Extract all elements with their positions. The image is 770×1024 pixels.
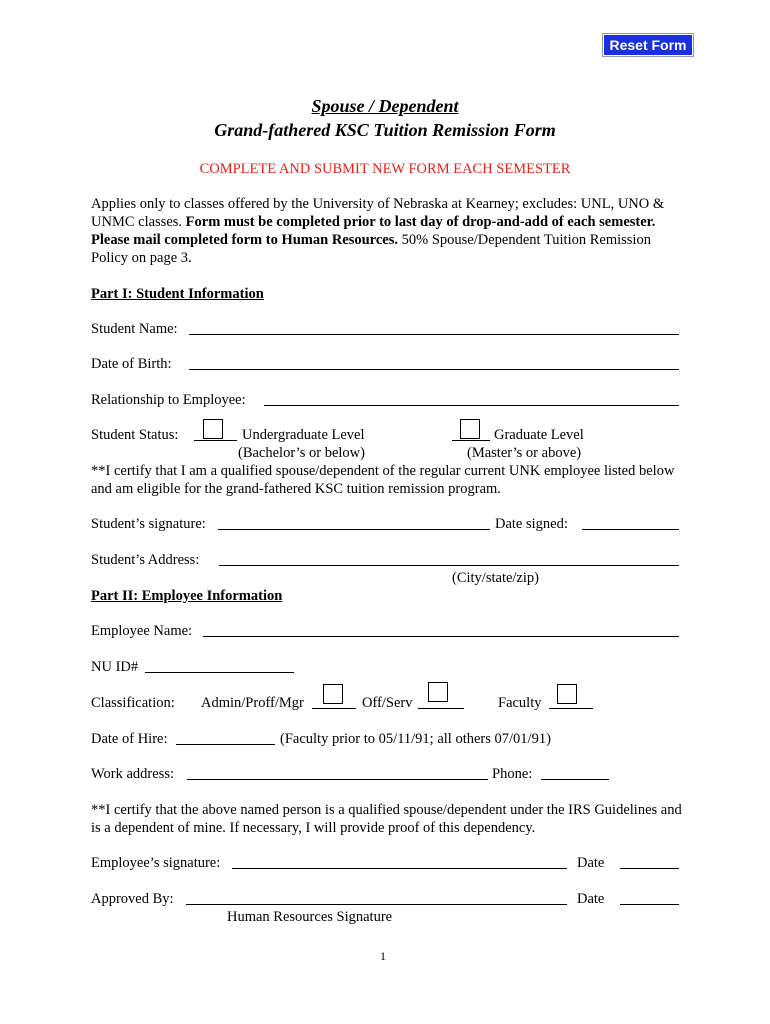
student-signature-field[interactable] bbox=[218, 529, 490, 530]
grad-underline bbox=[452, 440, 490, 441]
admin-underline bbox=[312, 708, 356, 709]
approved-date-label: Date bbox=[577, 891, 605, 907]
hire-date-field[interactable] bbox=[176, 744, 275, 745]
student-address-field[interactable] bbox=[219, 565, 679, 566]
phone-label: Phone: bbox=[492, 766, 533, 782]
employee-signature-field[interactable] bbox=[232, 868, 567, 869]
approved-by-field[interactable] bbox=[186, 904, 567, 905]
dob-field[interactable] bbox=[189, 369, 679, 370]
student-name-field[interactable] bbox=[189, 334, 679, 335]
address-sub: (City/state/zip) bbox=[452, 570, 539, 586]
intro-text-bold: Form must be completed prior to last day of drop-and-add of each semester. Please mail completed form to Human Resources. bbox=[91, 214, 656, 248]
date-signed-field[interactable] bbox=[582, 529, 679, 530]
undergrad-label: Undergraduate Level bbox=[242, 427, 365, 443]
classification-label: Classification: bbox=[91, 695, 175, 711]
relationship-label: Relationship to Employee: bbox=[91, 392, 246, 408]
nuid-label: NU ID# bbox=[91, 659, 139, 675]
approved-date-field[interactable] bbox=[620, 904, 679, 905]
faculty-checkbox[interactable] bbox=[557, 684, 577, 704]
nuid-field[interactable] bbox=[145, 672, 294, 673]
grad-label: Graduate Level bbox=[494, 427, 584, 443]
relationship-field[interactable] bbox=[264, 405, 679, 406]
part1-heading: Part I: Student Information bbox=[91, 286, 264, 302]
employee-date-label: Date bbox=[577, 855, 605, 871]
approved-by-label: Approved By: bbox=[91, 891, 174, 907]
offserv-underline bbox=[418, 708, 464, 709]
page-number: 1 bbox=[380, 949, 386, 963]
dob-label: Date of Birth: bbox=[91, 356, 172, 372]
employee-date-field[interactable] bbox=[620, 868, 679, 869]
student-signature-label: Student’s signature: bbox=[91, 516, 206, 532]
offserv-label: Off/Serv bbox=[362, 695, 413, 711]
undergrad-underline bbox=[194, 440, 237, 441]
admin-label: Admin/Proff/Mgr bbox=[201, 695, 304, 711]
date-signed-label: Date signed: bbox=[495, 516, 568, 532]
grad-checkbox[interactable] bbox=[460, 419, 480, 439]
undergrad-sub: (Bachelor’s or below) bbox=[238, 445, 365, 461]
part2-heading: Part II: Employee Information bbox=[91, 588, 283, 604]
undergrad-checkbox[interactable] bbox=[203, 419, 223, 439]
employee-name-field[interactable] bbox=[203, 636, 679, 637]
form-title-line2: Grand-fathered KSC Tuition Remission Form bbox=[214, 120, 556, 140]
admin-checkbox[interactable] bbox=[323, 684, 343, 704]
intro-text-1: Applies only to classes offered by the University of Nebraska at Kearney; excludes: UNL, UNO & UNMC classes. bbox=[91, 196, 665, 230]
hr-signature-caption: Human Resources Signature bbox=[227, 909, 393, 925]
intro-paragraph bbox=[91, 195, 683, 267]
reset-form-button[interactable]: Reset Form bbox=[602, 33, 694, 57]
hire-date-label: Date of Hire: bbox=[91, 731, 168, 747]
employee-certify: **I certify that the above named person is a qualified spouse/dependent under the IRS Guidelines and is a dependent of mine. If necessary, I will provide proof of this dependency. bbox=[91, 802, 682, 836]
form-title-line1: Spouse / Dependent bbox=[311, 96, 459, 116]
grad-sub: (Master’s or above) bbox=[467, 445, 582, 461]
student-certify: **I certify that I am a qualified spouse/dependent of the regular current UNK employee listed below and am eligible for the grand-fathered KSC tuition remission program. bbox=[91, 463, 675, 497]
faculty-underline bbox=[549, 708, 593, 709]
work-address-label: Work address: bbox=[91, 766, 174, 782]
intro-text-2: 50% Spouse/Dependent Tuition Remission Policy on page 3. bbox=[91, 232, 651, 266]
faculty-label: Faculty bbox=[498, 695, 542, 711]
work-address-field[interactable] bbox=[187, 779, 488, 780]
offserv-checkbox[interactable] bbox=[428, 682, 448, 702]
employee-name-label: Employee Name: bbox=[91, 623, 193, 639]
hire-note: (Faculty prior to 05/11/91; all others 07/01/91) bbox=[280, 731, 551, 747]
employee-signature-label: Employee’s signature: bbox=[91, 855, 221, 871]
phone-field[interactable] bbox=[541, 779, 609, 780]
semester-notice: COMPLETE AND SUBMIT NEW FORM EACH SEMESTER bbox=[199, 161, 571, 177]
student-address-label: Student’s Address: bbox=[91, 552, 200, 568]
student-status-label: Student Status: bbox=[91, 427, 179, 443]
student-name-label: Student Name: bbox=[91, 321, 178, 337]
